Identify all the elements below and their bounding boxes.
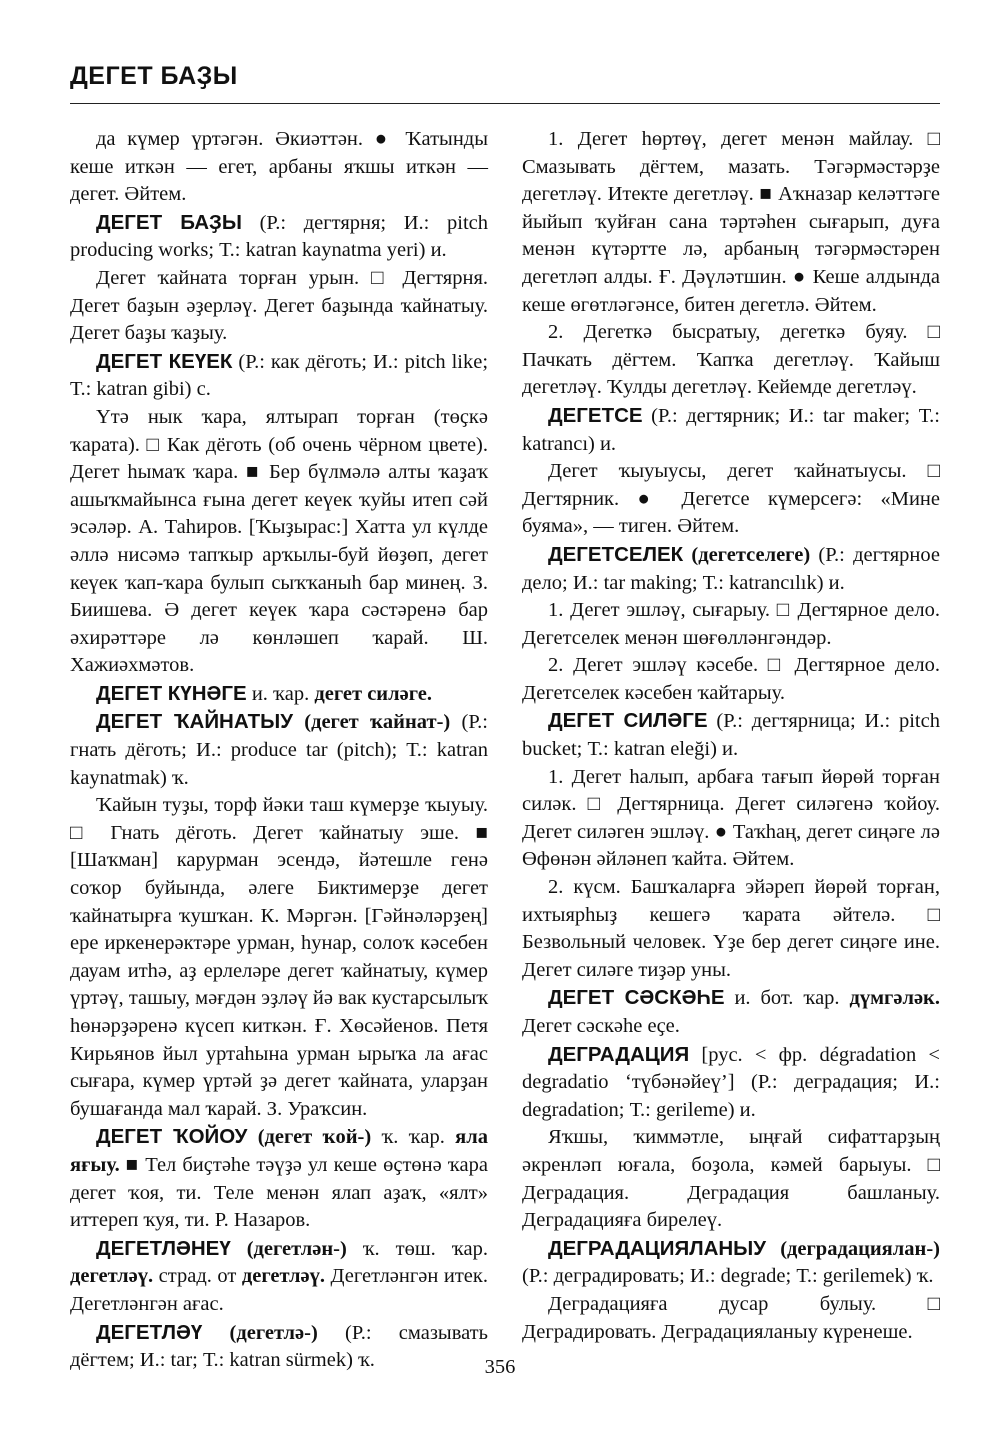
cross-reference: яла яғыу. <box>70 1126 489 1176</box>
entry-text: (Р.: дегтярное дело; И.: tar making; Т.: katrancılık) и. <box>522 543 940 594</box>
headword: ДЕГРАДАЦИЯ <box>548 1042 690 1066</box>
entry-deget-bazy <box>70 209 488 265</box>
entry-deget-keyek <box>70 348 488 404</box>
entry-deget-silage <box>522 707 940 763</box>
entry-deget-kunege <box>70 680 488 709</box>
entry-degradatsiya <box>522 1041 940 1125</box>
entry-deget-saskahe <box>522 984 940 1040</box>
headword: ДЕГЕТ СӘСКӘҺЕ <box>548 986 725 1010</box>
headword: ДЕГЕТ КЕҮЕК <box>96 349 233 373</box>
headword: ДЕГЕТЛӘҮ <box>96 1320 203 1344</box>
definition: 1. Дегет һөртөү, дегет менән майлау. □ Смазывать дёгтем, мазать. Тәгәрмәстәрҙе дегетләү. Итекте дегетләү. ■ Аҡназар келәттәге йыйып ҡуйған сана тәртәһен сығарып, дуға менән күтәртте лә, арбаның тәгәрмәстәрен дегетләп алды. Ғ. Дәүләтшин. ● Кеше алдында кеше өгөтләгәнсе, битен дегетлә. Әйтем. <box>522 128 940 316</box>
entry-text: Дегет сәскәһе еҫе. <box>522 1015 680 1037</box>
entry-degetselek <box>522 541 940 597</box>
word-form: (деградациялан-) <box>766 1237 940 1260</box>
word-form: (дегет ҡайнат-) <box>293 711 451 734</box>
headword: ДЕГЕТ БАҘЫ <box>96 210 242 234</box>
headword: ДЕГЕТСЕ <box>548 403 643 427</box>
definition: Дегет ҡыуыусы, дегет ҡайнатыусы. □ Дегтярник. ● Дегетсе күмерсегә: «Мине буяма», — тиген. Әйтем. <box>522 460 940 538</box>
headword: ДЕГЕТ КҮНӘГЕ <box>96 681 247 705</box>
definition: 1. Дегет эшләү, сығарыу. □ Дегтярное дело. Дегетселек менән шөғөлләнгәндәр. <box>522 599 940 649</box>
definition: 2. Дегет эшләү кәсебе. □ Дегтярное дело. Дегетселек кәсебен ҡайтарыу. <box>522 654 940 704</box>
entry-text: (Р.: дегтярня; И.: pitch producing works; Т.: katran kaynatma yeri) и. <box>70 211 488 262</box>
entry-deget-koyou <box>70 1123 488 1234</box>
entry-degetse <box>522 402 940 458</box>
definition: Үтә нык ҡара, ялтырап торған (төҫкә ҡарата). □ Как дёготь (об очень чёрном цвете). Дегет һымаҡ ҡара. ■ Бер бүлмәлә алты ҡаҙаҡ ашыҡмайынса ғына дегет кеүек ҡуйы итеп сәй эсәләр. А. Таһиров. [Ҡыҙырас:] Хатта ул күлде әллә нисәмә тапҡыр арҡылы-буй йөҙөп, дегет кеүек ҡап-ҡара булып сыҡҡаныһ бар минең. З. Биишева. Ә дегет кеүек ҡара сәстәренә бар әхирәттәре лә көнләшеп ҡарай. Ш. Хажиәхмәтов. <box>70 405 488 677</box>
entry-text: (Р.: как дёготь; И.: pitch like; Т.: katran gibi) с. <box>70 350 489 401</box>
entry-text: [рус. < фр. dégradation < degradatio ‘түбәнәйеү’] (Р.: деградация; И.: degradation; Т.: gerileme) и. <box>522 1043 940 1121</box>
definition: Дегет ҡайната торған урын. □ Дегтярня. Дегет баҙын әҙерләү. Дегет баҙында ҡайнатыу. Дегет баҙы ҡаҙыу. <box>70 266 488 345</box>
entry-text: ҡ. ҡар. <box>371 1126 456 1149</box>
entry-deget-kaynatyu <box>70 708 488 792</box>
cross-reference: дегет силәге. <box>314 682 432 705</box>
entry-text: Дегетләнгән итек. Дегетләнгән ағас. <box>70 1265 488 1315</box>
entry-text: (Р.: дегтярница; И.: pitch bucket; Т.: katran eleği) и. <box>522 710 940 761</box>
cross-reference: дегетләү. <box>70 1265 154 1288</box>
definition: Деградацияға дусар булыу. □ Деградировать. Деградацияланыу күренеше. <box>522 1292 940 1343</box>
entry-text: и. бот. ҡар. <box>724 987 850 1010</box>
entry-continuation: да күмер үртәгән. Әкиәттән. ● Ҡатынды кеше иткән — егет, арбаны яҡшы иткән — дегет. Әйтем. <box>70 128 488 206</box>
cross-reference: дегетләү. <box>241 1265 326 1288</box>
cross-reference: дүмгәләк. <box>849 987 940 1010</box>
headword: ДЕГЕТ СИЛӘГЕ <box>548 709 708 733</box>
word-form: (дегетселеге) <box>683 543 811 566</box>
entry-degradatsiyalanyu <box>522 1235 940 1291</box>
entry-degetlaneu <box>70 1235 488 1319</box>
definition: 2. Дегеткә бысратыу, дегеткә буяу. □ Пачкать дёгтем. Ҡапҡа дегетләү. Ҡайыш дегетләү. Ҡулды дегетләү. Кейемде дегетләү. <box>522 321 940 399</box>
headword: ДЕГЕТ ҠОЙОУ <box>96 1125 248 1149</box>
entry-text: ■ Тел биҫтәһе тәүҙә ул кеше өҫтөнә ҡара дегет ҡоя, ти. Теле менән ялап аҙаҡ, «ялт» иттереп ҡуя, ти. Р. Назаров. <box>70 1153 488 1232</box>
headword: ДЕГЕТ ҠАЙНАТЫУ <box>96 710 293 734</box>
page-header: ДЕГЕТ БАҘЫ <box>70 62 238 90</box>
entry-text: (Р.: дегтярник; И.: tar maker; Т.: katrancı) и. <box>522 404 940 455</box>
entry-text: (Р.: гнать дёготь; И.: produce tar (pitch); Т.: katran kaynatmak) ҡ. <box>70 711 488 789</box>
entry-text: ҡ. төш. ҡар. <box>346 1237 488 1260</box>
headword: ДЕГЕТЛӘНЕҮ <box>96 1236 231 1260</box>
right-column <box>522 126 940 1346</box>
word-form: (дегет ҡой-) <box>247 1126 372 1149</box>
headword: ДЕГЕТСЕЛЕК <box>548 542 684 566</box>
page-number: 356 <box>484 1356 516 1378</box>
word-form: (дегетлән-) <box>230 1237 347 1260</box>
entry-text: (Р.: смазывать дёгтем; И.: tar; Т.: katran sürmek) ҡ. <box>70 1321 488 1372</box>
definition: Яҡшы, ҡиммәтле, ыңғай сифаттарҙың әкренләп юғала, боҙола, кәмей барыуы. □ Деградация. Деградация башланыу. Деградацияға бирелеү. <box>522 1126 940 1232</box>
entry-text: (Р.: деградировать; И.: degrade; Т.: gerilemek) ҡ. <box>522 1265 934 1288</box>
word-form: (дегетлә-) <box>202 1321 318 1344</box>
definition: Ҡайын туҙы, торф йәки таш күмерҙе ҡыуыу. □ Гнать дёготь. Дегет ҡайнатыу эше. ■ [Шаҡман] карурман эсендә, йәтешле генә соҡор буйында, әлеге Биктимерҙе дегет ҡайнатырға ҡушҡан. К. Мәргән. [Гәйнәләрҙең] ере иркенерәктәре урман, һунар, солоҡ кәсебен дауам итһә, аҙ ерлеләре дегет ҡайнатыу, күмер үртәү, ташыу, мәғдән эҙләү йә вак кустарсылыҡ һөнәрҙәренә күсеп киткән. Ғ. Хөсәйенов. Петя Кирьянов йыл уртаһына урман ырыҡа ла ағас сығара, күмер үртәй ҙә дегет ҡайната, уларҙан бушағанда мал ҡарай. З. Ураҡсин. <box>70 794 488 1120</box>
definition: 1. Дегет һалып, арбаға тағып йөрөй торған силәк. □ Дегтярница. Дегет силәгенә ҡойоу. Дегет силәген эшләү. ● Таҡһаң, дегет сиңәге лә Өфөнән әйләнеп ҡайта. Әйтем. <box>522 765 940 871</box>
definition: 2. күсм. Башҡаларға эйәреп йөрөй торған, ихтыярһыҙ кешегә ҡарата әйтелә. □ Безвольный человек. Үҙе бер дегет сиңәге ине. Дегет силәге тиҙәр уны. <box>522 876 940 981</box>
left-column <box>70 126 488 1375</box>
entry-text: и. ҡар. <box>246 682 315 705</box>
header-rule <box>70 103 940 104</box>
entry-text: страд. от <box>153 1265 242 1288</box>
headword: ДЕГРАДАЦИЯЛАНЫУ <box>548 1236 767 1260</box>
